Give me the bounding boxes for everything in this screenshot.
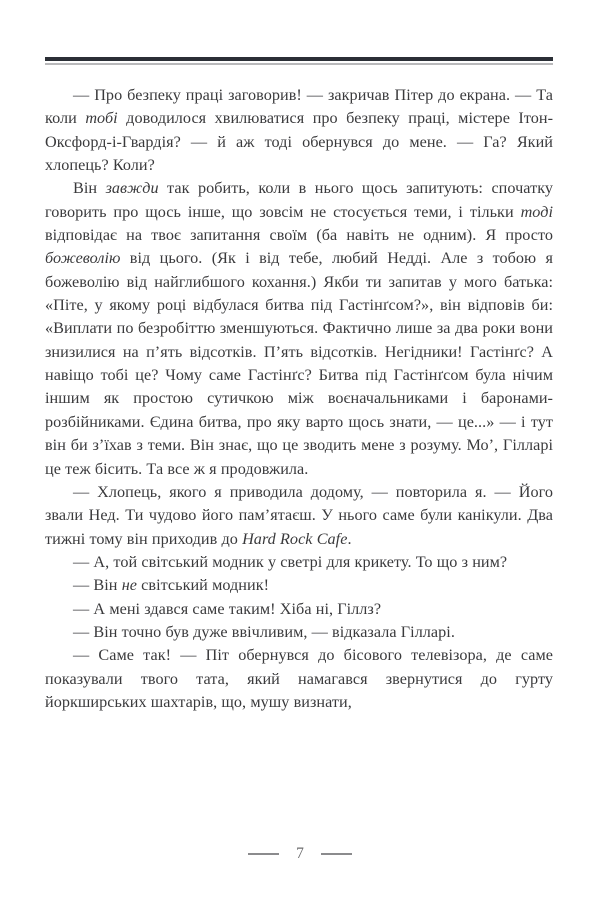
emphasis-text: завжди — [105, 179, 159, 198]
body-text: від цього. (Як і від тебе, любий Недді. Але з тобою я божеволію від найглибшого кохання.) Якби ти запитав у мого батька: «Піте, у якому році відбулася битва під Гастінґсом?», він відповів би: «Виплати по безробіттю зменшуються. Фактично лише за два роки вони знизилися на п’ять відсотків. П’ять відсотків. Негідники! Гастінґс? А навіщо тобі це? Чому саме Гастінґс? Битва під Гастінґсом була нічим іншим як простою сутичкою між воєначальниками і баронами-розбійниками. Єдина битва, про яку варто щось знати, — це...» — і тут він би з’їхав з теми. Він знає, що це зводить мене з розуму. Мо’, Гілларі це теж бісить. Та все ж я продовжила. — [45, 249, 553, 478]
emphasis-text: не — [121, 576, 137, 595]
paragraph — [45, 84, 553, 177]
header-rule-thin — [45, 63, 553, 65]
body-text: — А, той світський модник у светрі для крикету. То що з ним? — [73, 552, 508, 571]
body-text: — Про безпеку праці заговорив! — закричав Пітер до екрана. — Та коли — [45, 86, 553, 128]
body-text: — Хлопець, якого я приводила додому, — повторила я. — Його звали Нед. Ти чудово його пам’ятаєш. У нього саме були канікули. Два тижні тому він приходив до — [45, 482, 553, 548]
body-text: — Саме так! — Піт обернувся до бісового телевізора, де саме показували твого тата, який намагався звернутися до гурту йоркширських шахтарів, що, мушу визнати, — [45, 646, 553, 711]
paragraph — [45, 551, 553, 574]
body-text: — А мені здався саме таким! Хіба ні, Гіллз? — [73, 599, 382, 618]
paragraph — [45, 644, 553, 714]
body-text: відповідає на твоє запитання своїм (ба навіть не одним). Я просто — [45, 226, 553, 245]
header-decorative-rule — [45, 57, 553, 65]
paragraph — [45, 481, 553, 551]
body-text: світський модник! — [136, 576, 270, 595]
paragraph — [45, 574, 553, 597]
paragraph — [45, 177, 553, 480]
paragraph — [45, 621, 553, 644]
footer-dash-left — [248, 853, 279, 855]
body-text: Він — [73, 179, 106, 198]
emphasis-text: Hard Rock Cafe — [242, 529, 348, 548]
body-text: доводилося хвилюватися про безпеку праці, містере Ітон-Оксфорд-і-Гвардія? — й аж тоді обернувся до мене. — Га? Який хлопець? Коли? — [45, 109, 553, 175]
body-text: — Він точно був дуже ввічливим, — відказала Гілларі. — [73, 622, 455, 641]
page-footer — [0, 846, 600, 862]
page-number: 7 — [296, 845, 304, 862]
emphasis-text: божеволію — [45, 249, 121, 268]
body-text-block — [45, 84, 553, 714]
emphasis-text: тобі — [85, 109, 118, 128]
footer-dash-right — [321, 853, 352, 855]
body-text: — Він — [73, 576, 122, 595]
body-text: . — [347, 529, 352, 548]
emphasis-text: тоді — [520, 202, 553, 221]
body-text: так робить, коли в нього щось запитують: спочатку говорить про щось інше, що зовсім не стосується теми, і тільки — [45, 179, 553, 221]
paragraph — [45, 598, 553, 621]
